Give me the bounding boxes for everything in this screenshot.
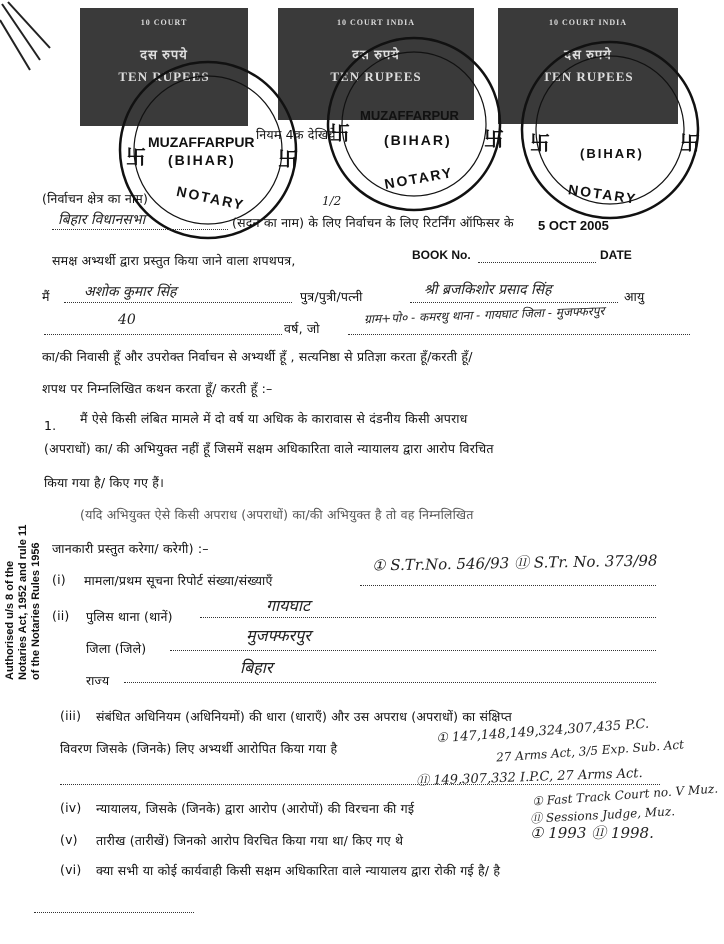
sub-iii-line-b: विवरण जिसके (जिनके) लिए अभ्यर्थी आरोपित किया गया है <box>60 741 338 756</box>
affidavit-intro: समक्ष अभ्यर्थी द्वारा प्रस्तुत किया जाने वाला शपथपत्र, <box>52 253 296 268</box>
seal-1-state: (BIHAR) <box>168 152 236 168</box>
house-name-value: बिहार विधानसभा <box>58 212 146 228</box>
header-rule-reference: नियम 4क देखिये <box>256 127 336 142</box>
relation-label: पुत्र/पुत्री/पत्नी <box>300 289 363 304</box>
sub-vi-label: (vi) <box>60 862 82 877</box>
seal-3-state: (BIHAR) <box>580 146 644 161</box>
item-1-line-e: जानकारी प्रस्तुत करेगा/ करेगी) :– <box>52 541 209 556</box>
sub-iv-text: न्यायालय, जिसके (जिनके) द्वारा आरोप (आरोपों) की विरचना की गई <box>96 801 415 816</box>
item-1-number: 1. <box>44 418 57 433</box>
court-1: ① Fast Track Court no. V Muz. <box>531 781 719 809</box>
deponent-name-dots <box>64 302 292 303</box>
resident-line: का/की निवासी हूँ और उपरोक्त निर्वाचन से अभ्यर्थी हूँ , सत्यनिष्ठा से प्रतिज्ञा करता हूँ/करती हूँ/ <box>42 349 473 364</box>
seal-1-notary: NOTARY <box>175 182 247 214</box>
deponent-name: अशोक कुमार सिंह <box>84 284 177 300</box>
scan-edge-mark <box>0 0 60 80</box>
sections-1a: ① 147,148,149,324,307,435 P.C. <box>435 716 650 747</box>
swastika-icon: 卐 <box>530 131 550 155</box>
district-value: मुजफ्फरपुर <box>246 626 311 645</box>
swastika-icon: 卐 <box>330 121 350 145</box>
case-numbers-dots <box>360 585 656 586</box>
charge-dates: ① 1993 ⑪ 1998. <box>530 824 654 842</box>
swastika-icon: 卐 <box>278 147 298 171</box>
state-dots <box>124 682 656 683</box>
sub-vi-text: क्या सभी या कोई कार्यवाही किसी सक्षम अधिकारिता वाले न्यायालय द्वारा रोकी गई है/ है <box>96 863 501 878</box>
item-1-line-a: मैं ऐसे किसी लंबित मामले में दो वर्ष या अधिक के कारावास से दंडनीय किसी अपराध <box>80 411 468 426</box>
seal-date: 5 OCT 2005 <box>538 218 609 233</box>
sub-iii-label: (iii) <box>60 708 82 723</box>
court-fee-stamp-3: 10 COURT INDIA दस रुपये TEN RUPEES <box>498 8 678 124</box>
sections-1b: 27 Arms Act, 3/5 Exp. Sub. Act <box>495 737 685 765</box>
address-value: ग्राम+पो० - कमरथु थाना - गायघाट जिला - मुजफ्फरपुर <box>363 303 605 327</box>
father-name: श्री ब्रजकिशोर प्रसाद सिंह <box>424 282 552 298</box>
oath-line: शपथ पर निम्नलिखित कथन करता हूँ/ करती हूँ :– <box>42 381 273 396</box>
deponent-prefix: मैं <box>42 289 50 304</box>
sub-v-text: तारीख (तारीखें) जिनको आरोप विरचित किया गया था/ किए गए थे <box>96 833 404 848</box>
sub-vi-dots <box>34 912 194 913</box>
age-label: आयु <box>624 289 645 304</box>
sub-i-label: (i) <box>52 572 66 587</box>
swastika-icon: 卐 <box>680 131 700 155</box>
sub-i-text: मामला/प्रथम सूचना रिपोर्ट संख्या/संख्याएँ <box>84 573 273 588</box>
court-2: ⑪ Sessions Judge, Muz. <box>529 804 676 826</box>
sub-iii-line-a: संबंधित अधिनियम (अधिनियमों) की धारा (धाराएँ) और उस अपराध (अपराधों) का संक्षिप्त <box>96 709 512 724</box>
seal-3-notary: NOTARY <box>567 181 639 207</box>
police-station-dots <box>200 617 656 618</box>
case-numbers: ① S.Tr.No. 546/93 ⑪ S.Tr. No. 373/98 <box>371 551 658 575</box>
court-fee-stamp-2: 10 COURT INDIA दस रुपये TEN RUPEES <box>278 8 474 120</box>
sections-2: ⑪ 149,307,332 I.P.C, 27 Arms Act. <box>415 766 643 789</box>
sub-v-label: (v) <box>60 832 78 847</box>
seal-1-place: MUZAFFARPUR <box>148 134 255 150</box>
notary-seal-1 <box>120 62 296 238</box>
district-dots <box>170 650 656 651</box>
item-1-line-b: (अपराधों) का/ की अभियुक्त नहीं हूँ जिसमें सक्षम अधिकारिता वाले न्यायालय द्वारा आरोप विरचित <box>44 441 494 456</box>
state-value: बिहार <box>240 658 273 677</box>
seal-2-place: MUZAFFARPUR <box>360 108 459 123</box>
notary-authorization-stamp: Authorised u/s 8 of the Notaries Act, 1952 and rule 11 of the Notaries Rules 1956 <box>4 524 42 680</box>
house-name-line: (सदन का नाम) के लिए निर्वाचन के लिए रिटर्निंग ऑफिसर के <box>232 215 514 230</box>
sub-ii-text: पुलिस थाना (थानें) <box>86 609 173 624</box>
book-number-label: BOOK No. <box>412 248 471 262</box>
state-label: राज्य <box>86 673 110 688</box>
swastika-icon: 卐 <box>484 127 504 151</box>
age-value: 40 <box>118 312 136 328</box>
book-number-dots <box>478 262 596 263</box>
age-dots <box>44 334 282 335</box>
police-station-value: गायघाट <box>266 596 311 615</box>
constituency-dots <box>52 229 228 230</box>
swastika-icon: 卐 <box>126 145 146 169</box>
item-1-line-c: किया गया है/ किए गए हैं। <box>44 475 165 490</box>
seal-2-state: (BIHAR) <box>384 132 452 148</box>
years-label: वर्ष, जो <box>284 321 320 336</box>
date-label: DATE <box>600 248 632 262</box>
constituency-line: (निर्वाचन क्षेत्र का नाम) <box>42 191 149 206</box>
seal-2-notary: NOTARY <box>383 164 455 192</box>
notary-seal-3-inner <box>536 56 684 204</box>
district-label: जिला (जिले) <box>86 641 147 656</box>
sub-iv-label: (iv) <box>60 800 82 815</box>
address-dots <box>348 334 690 335</box>
item-1-line-d: (यदि अभियुक्त ऐसे किसी अपराध (अपराधों) का/की अभियुक्त है तो वह निम्नलिखित <box>80 507 474 522</box>
sections-dots <box>60 784 660 785</box>
court-fee-stamp-1: 10 COURT दस रुपये TEN RUPEES <box>80 8 248 126</box>
sub-ii-label: (ii) <box>52 608 70 623</box>
page-fraction: 1/2 <box>322 194 342 208</box>
